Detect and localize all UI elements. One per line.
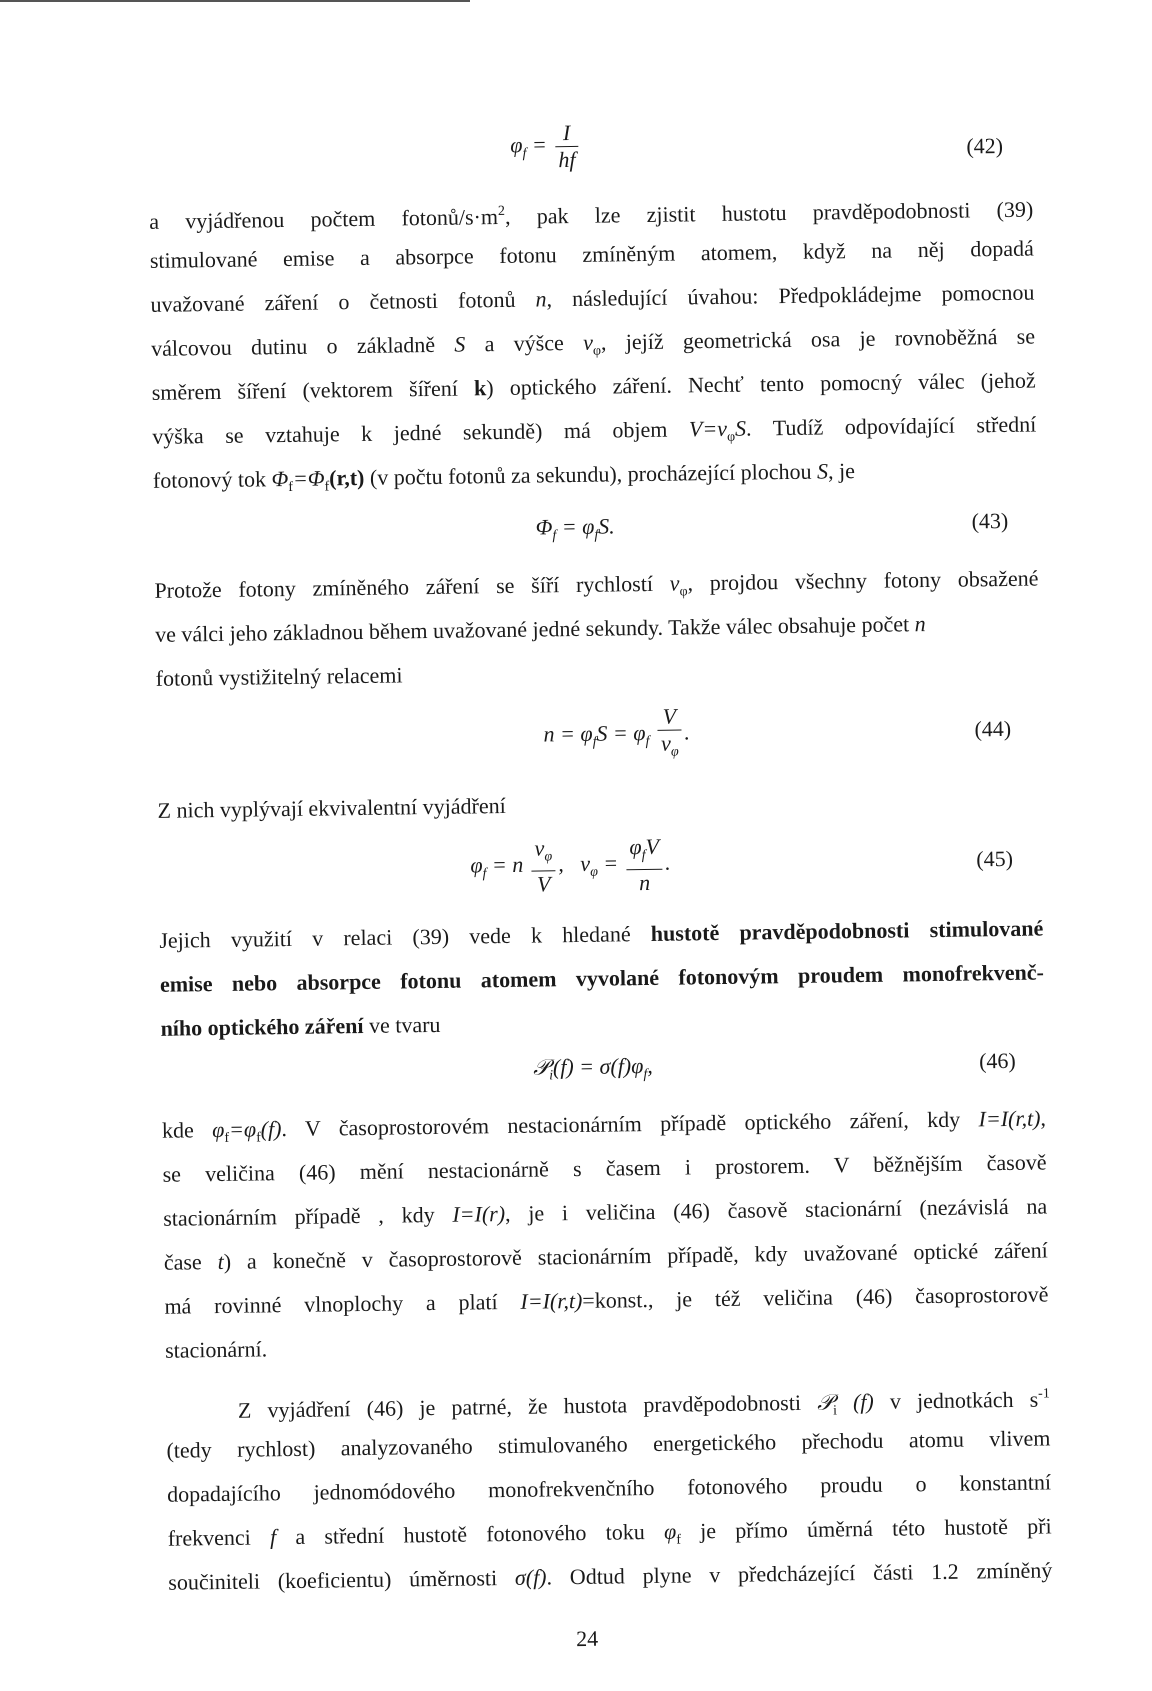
text-line: ního optického záření ve tvaru — [160, 1011, 441, 1041]
text-line: součiniteli (koeficientu) úměrnosti σ(f). Odtud plyne v předcházející části 1.2 zmíněný — [168, 1557, 1053, 1595]
text-line: frekvenci f a střední hustotě fotonového toku $\varphi_f$ je přímo úměrná této hustotě při — [167, 1513, 1052, 1551]
text-line: kde $\varphi_f=\varphi_f(f)$. V časoprostorovém nestacionárním případě optického záření, kdy I=I(r,t), — [161, 1105, 1047, 1146]
equation-number-46: (46) — [978, 1047, 1016, 1074]
page-number: 24 — [575, 1625, 599, 1652]
text-line: čase t) a konečně v časoprostorově stacionárním případě, kdy uvažované optické záření — [163, 1237, 1048, 1275]
equation-43: $\Phi_f = \varphi_fS$. — [535, 513, 615, 544]
text-line: válcovou dutinu o základně S a výšce $v_\varphi$, jejíž geometrická osa je rovnoběžná se — [150, 323, 1036, 361]
equation-number-42: (42) — [966, 132, 1004, 159]
text-line: stimulované emise a absorpce fotonu zmíněným atomem, když na něj dopadá — [149, 235, 1034, 273]
text-line: stacionární. — [164, 1336, 268, 1363]
text-line: Jejich využití v relaci (39) vede k hledané hustotě pravděpodobnosti stimulované — [159, 915, 1044, 953]
fraction: $\frac{\varphi_fV}{n}$ — [626, 834, 662, 896]
text-line: stacionárním případě , kdy I=I(r), je i veličina (46) časově stacionární (nezávislá na — [163, 1193, 1048, 1231]
text-line: výška se vztahuje k jedné sekundě) má objem $V=v_\varphi S$. Tudíž odpovídající střední — [152, 411, 1037, 449]
text-line: ve válci jeho základnou během uvažované jedné sekundy. Takže válec obsahuje počet n — [154, 611, 926, 647]
text-line: uvažované záření o četnosti fotonů n, následující úvahou: Předpokládejme pomocnou — [150, 279, 1035, 317]
fraction: $\frac{V}{v_\varphi}$ — [657, 704, 681, 766]
fraction: $\frac{I}{hf}$ — [555, 120, 579, 173]
text-line: směrem šíření (vektorem šíření k) optického záření. Nechť tento pomocný válec (jehož — [151, 367, 1036, 405]
text-line: fotonů vystižitelný relacemi — [155, 662, 403, 691]
text-line: dopadajícího jednomódového monofrekvenčního fotonového proudu o konstantní — [166, 1469, 1052, 1507]
text-line: má rovinné vlnoplochy a platí I=I(r,t)=konst., je též veličina (46) časoprostorově — [164, 1281, 1049, 1319]
equation-number-43: (43) — [971, 507, 1009, 534]
equation-45: $\varphi_f = n$ $\frac{v_\varphi}{V}$ , $v_\varphi$ = $\frac{\varphi_fV}{n}$ . — [470, 833, 671, 897]
equation-number-44: (44) — [974, 715, 1012, 742]
text-line: a vyjádřenou počtem fotonů/$s\cdot m^2$, pak lze zjistit hustotu pravděpodobnosti (39) — [149, 196, 1034, 234]
text-line: fotonový tok $\Phi_f=\Phi_f(r,t)$ (v počtu fotonů za sekundu), procházející plochou S, je — [152, 458, 856, 495]
equation-44: $n = \varphi_fS = \varphi_f$ $\frac{V}{v_\varphi}$ . — [543, 703, 690, 767]
text-line: Protože fotony zmíněného záření se šíří rychlostí $v_\varphi$, projdou všechny fotony obsažené — [154, 565, 1039, 603]
text-line: Z vyjádření (46) je patrné, že hustota pravděpodobnosti 𝒫$_i$ (f) v jednotkách $s^{-1}$ — [237, 1386, 1050, 1423]
equation-46: 𝒫$_i$(f) = $\sigma(f)\varphi_f$, — [532, 1052, 653, 1084]
text-line: emise nebo absorpce fotonu atomem vyvolané fotonovým proudem monofrekvenč- — [159, 959, 1045, 997]
equation-number-45: (45) — [976, 845, 1014, 872]
text-line: (tedy rychlost) analyzovaného stimulovaného energetického přechodu atomu vlivem — [166, 1425, 1051, 1463]
equation-42: $\varphi_f$ = $\frac{I}{hf}$ — [510, 120, 582, 174]
fraction: $\frac{v_\varphi}{V}$ — [531, 835, 555, 897]
text-line: Z nich vyplývají ekvivalentní vyjádření — [157, 792, 506, 823]
text-line: se veličina (46) mění nestacionárně s časem i prostorem. V běžnějším časově — [162, 1149, 1047, 1187]
